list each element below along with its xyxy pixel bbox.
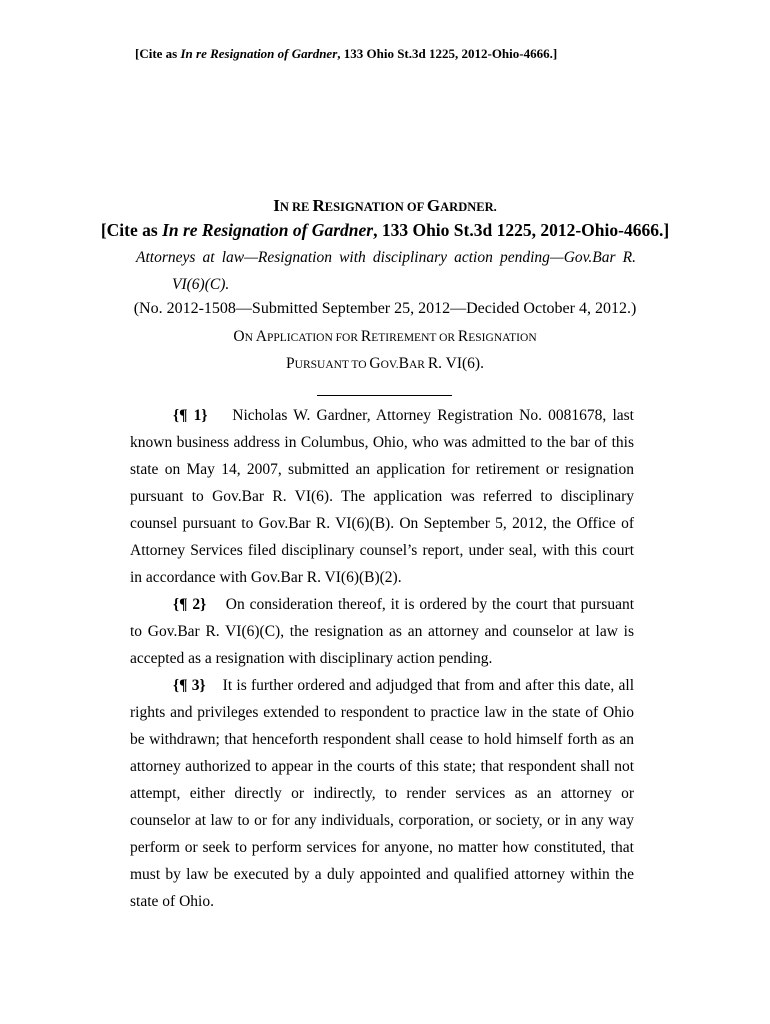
heading-rule-number: R. VI(6). <box>427 355 484 372</box>
heading-small-caps: OV. <box>380 359 399 371</box>
caption-small-caps: ESIGNATION OF <box>324 200 427 214</box>
paragraph-number: {¶ 1} <box>173 407 208 424</box>
heading-initial: G <box>369 355 381 372</box>
cite-prefix: [Cite as <box>100 220 163 240</box>
heading-small-caps: N <box>244 332 256 344</box>
heading-small-caps: URSUANT TO <box>294 359 370 371</box>
heading-initial: R <box>360 328 372 345</box>
paragraph-2 <box>130 591 634 672</box>
running-head-case-name: In re Resignation of Gardner <box>180 46 338 61</box>
caption-initial: I <box>273 196 280 215</box>
syllabus-line-2: VI(6)(C). <box>172 276 230 293</box>
case-number-dates: (No. 2012-1508—Submitted September 25, 2012—Decided October 4, 2012.) <box>133 300 637 317</box>
paragraph-number: {¶ 2} <box>173 596 207 613</box>
heading-initial: O <box>233 328 245 345</box>
paragraph-text: It is further ordered and adjudged that from and after this date, all rights and privileges extended to respondent to practice law in the state of Ohio be withdrawn; that henceforth respondent shall cease to hold himself forth as an attorney authorized to appear in the courts of this state; that respondent shall not attempt, either directly or indirectly, to render services as an attorney or counselor at law to or for any individuals, corporation, or society, or in any way perform or seek to perform services for anyone, no matter how constituted, that must by law be executed by a duly appointed and qualified attorney within the state of Ohio. <box>130 677 635 910</box>
caption-initial: R <box>312 196 325 215</box>
case-caption <box>0 196 770 216</box>
heading-small-caps: AR <box>408 359 428 371</box>
heading-small-caps: PPLICATION FOR <box>266 332 361 344</box>
paragraph-text: Nicholas W. Gardner, Attorney Registration No. 0081678, last known business address in Columbus, Ohio, who was admitted to the bar of this state on May 14, 2007, submitted an application for retirement or resignation pursuant to Gov.Bar R. VI(6). The application was referred to disciplinary counsel pursuant to Gov.Bar R. VI(6)(B). On September 5, 2012, the Office of Attorney Services filed disciplinary counsel’s report, under seal, with this court in accordance with Gov.Bar R. VI(6)(B)(2). <box>130 407 634 586</box>
running-head-suffix: , 133 Ohio St.3d 1225, 2012-Ohio-4666.] <box>337 46 558 61</box>
opinion-body <box>130 402 634 915</box>
application-heading-line-1 <box>0 328 770 346</box>
running-head-prefix: [Cite as <box>135 46 181 61</box>
running-head-citation <box>135 46 557 62</box>
application-heading-line-2 <box>0 355 770 373</box>
paragraph-3 <box>130 672 634 915</box>
paragraph-number: {¶ 3} <box>173 677 206 694</box>
paragraph-text: On consideration thereof, it is ordered by the court that pursuant to Gov.Bar R. VI(6)(C), the resignation as an attorney and counselor at law is accepted as a resignation with disciplinary action pending. <box>130 596 635 667</box>
section-divider <box>317 395 452 396</box>
heading-small-caps: ESIGNATION <box>468 332 537 344</box>
heading-initial: R <box>457 328 469 345</box>
heading-initial: A <box>255 328 267 345</box>
cite-suffix: , 133 Ohio St.3d 1225, 2012-Ohio-4666.] <box>373 220 670 240</box>
caption-initial: G <box>426 196 441 215</box>
caption-small-caps: N RE <box>279 200 313 214</box>
paragraph-1 <box>130 402 634 591</box>
heading-initial: B <box>398 355 409 372</box>
caption-small-caps: ARDNER. <box>440 200 497 214</box>
cite-line <box>0 220 770 241</box>
syllabus-line-1: Attorneys at law—Resignation with disciplinary action pending—Gov.Bar R. <box>136 249 636 266</box>
heading-small-caps: ETIREMENT OR <box>371 332 458 344</box>
cite-case-name: In re Resignation of Gardner <box>162 220 374 240</box>
heading-initial: P <box>286 355 295 372</box>
